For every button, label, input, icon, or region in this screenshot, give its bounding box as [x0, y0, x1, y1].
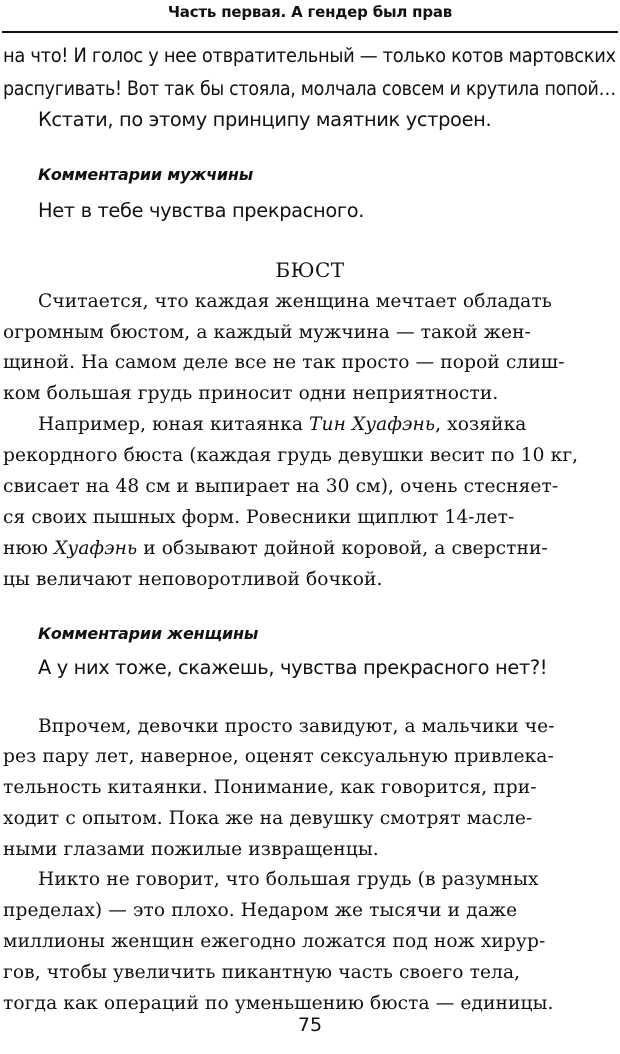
- para2-line: цы величают неповоротливой бочкой.: [3, 569, 383, 590]
- person-name: Тин Хуафэнь: [309, 414, 436, 435]
- para4-line: пределах) — это плохо. Недаром же тысячи и даже: [3, 900, 518, 921]
- para2-text: , хозяйка: [435, 414, 527, 435]
- para3-line: тельность китаянки. Понимание, как говорится, при-: [3, 777, 537, 798]
- running-head: Часть первая. А гендер был прав: [167, 3, 453, 21]
- para1-line: огромным бюстом, а каждый мужчина — такой жен-: [3, 322, 531, 343]
- person-name: Хуафэнь: [54, 538, 138, 559]
- para1-line: щиной. На самом деле все не так просто — порой слиш-: [3, 352, 565, 373]
- para2-line: ся своих пышных форм. Ровесники щиплют 14-лет-: [3, 507, 515, 528]
- section-heading: БЮСТ: [275, 258, 345, 282]
- para2-line: [3, 538, 548, 559]
- para4-line: тогда как операций по уменьшению бюста — единицы.: [3, 993, 554, 1014]
- para3-line: ходит с опытом. Пока же на девушку смотрят масле-: [3, 808, 533, 829]
- intro-line: на что! И голос у нее отвратительный — только котов мартовских: [3, 44, 616, 67]
- para1-line: ком большая грудь приносит одни неприятности.: [3, 383, 499, 404]
- para4-line: гов, чтобы увеличить пикантную часть своего тела,: [3, 962, 521, 983]
- para3-line: Впрочем, девочки просто завидуют, а мальчики че-: [38, 716, 555, 737]
- para2-line: свисает на 48 см и выпирает на 30 см), очень стесняет-: [3, 476, 559, 497]
- comment-women-title: Комментарии женщины: [38, 624, 259, 643]
- para2-line: [38, 414, 526, 435]
- intro-line: распугивать! Вот так бы стояла, молчала совсем и крутила попой…: [3, 77, 616, 100]
- para1-line: Считается, что каждая женщина мечтает обладать: [38, 291, 552, 312]
- para3-line: ными глазами пожилые извращенцы.: [3, 839, 379, 860]
- para3-line: рез пару лет, наверное, оценят сексуальную привлека-: [3, 746, 554, 767]
- comment-men-title: Комментарии мужчины: [38, 165, 253, 184]
- para4-line: Никто не говорит, что большая грудь (в разумных: [38, 869, 539, 890]
- comment-women-text: А у них тоже, скажешь, чувства прекрасного нет?!: [38, 656, 548, 679]
- para2-text: Например, юная китаянка: [38, 414, 310, 435]
- page-number: 75: [297, 1014, 323, 1036]
- para2-text: нюю: [3, 538, 55, 559]
- para4-line: миллионы женщин ежегодно ложатся под нож хирур-: [3, 931, 546, 952]
- para2-text: и обзывают дойной коровой, а сверстни-: [137, 538, 548, 559]
- header-rule: [2, 31, 618, 33]
- para2-line: рекордного бюста (каждая грудь девушки весит по 10 кг,: [3, 445, 579, 466]
- intro-line: Кстати, по этому принципу маятник устроен.: [38, 108, 492, 131]
- comment-men-text: Нет в тебе чувства прекрасного.: [38, 199, 365, 222]
